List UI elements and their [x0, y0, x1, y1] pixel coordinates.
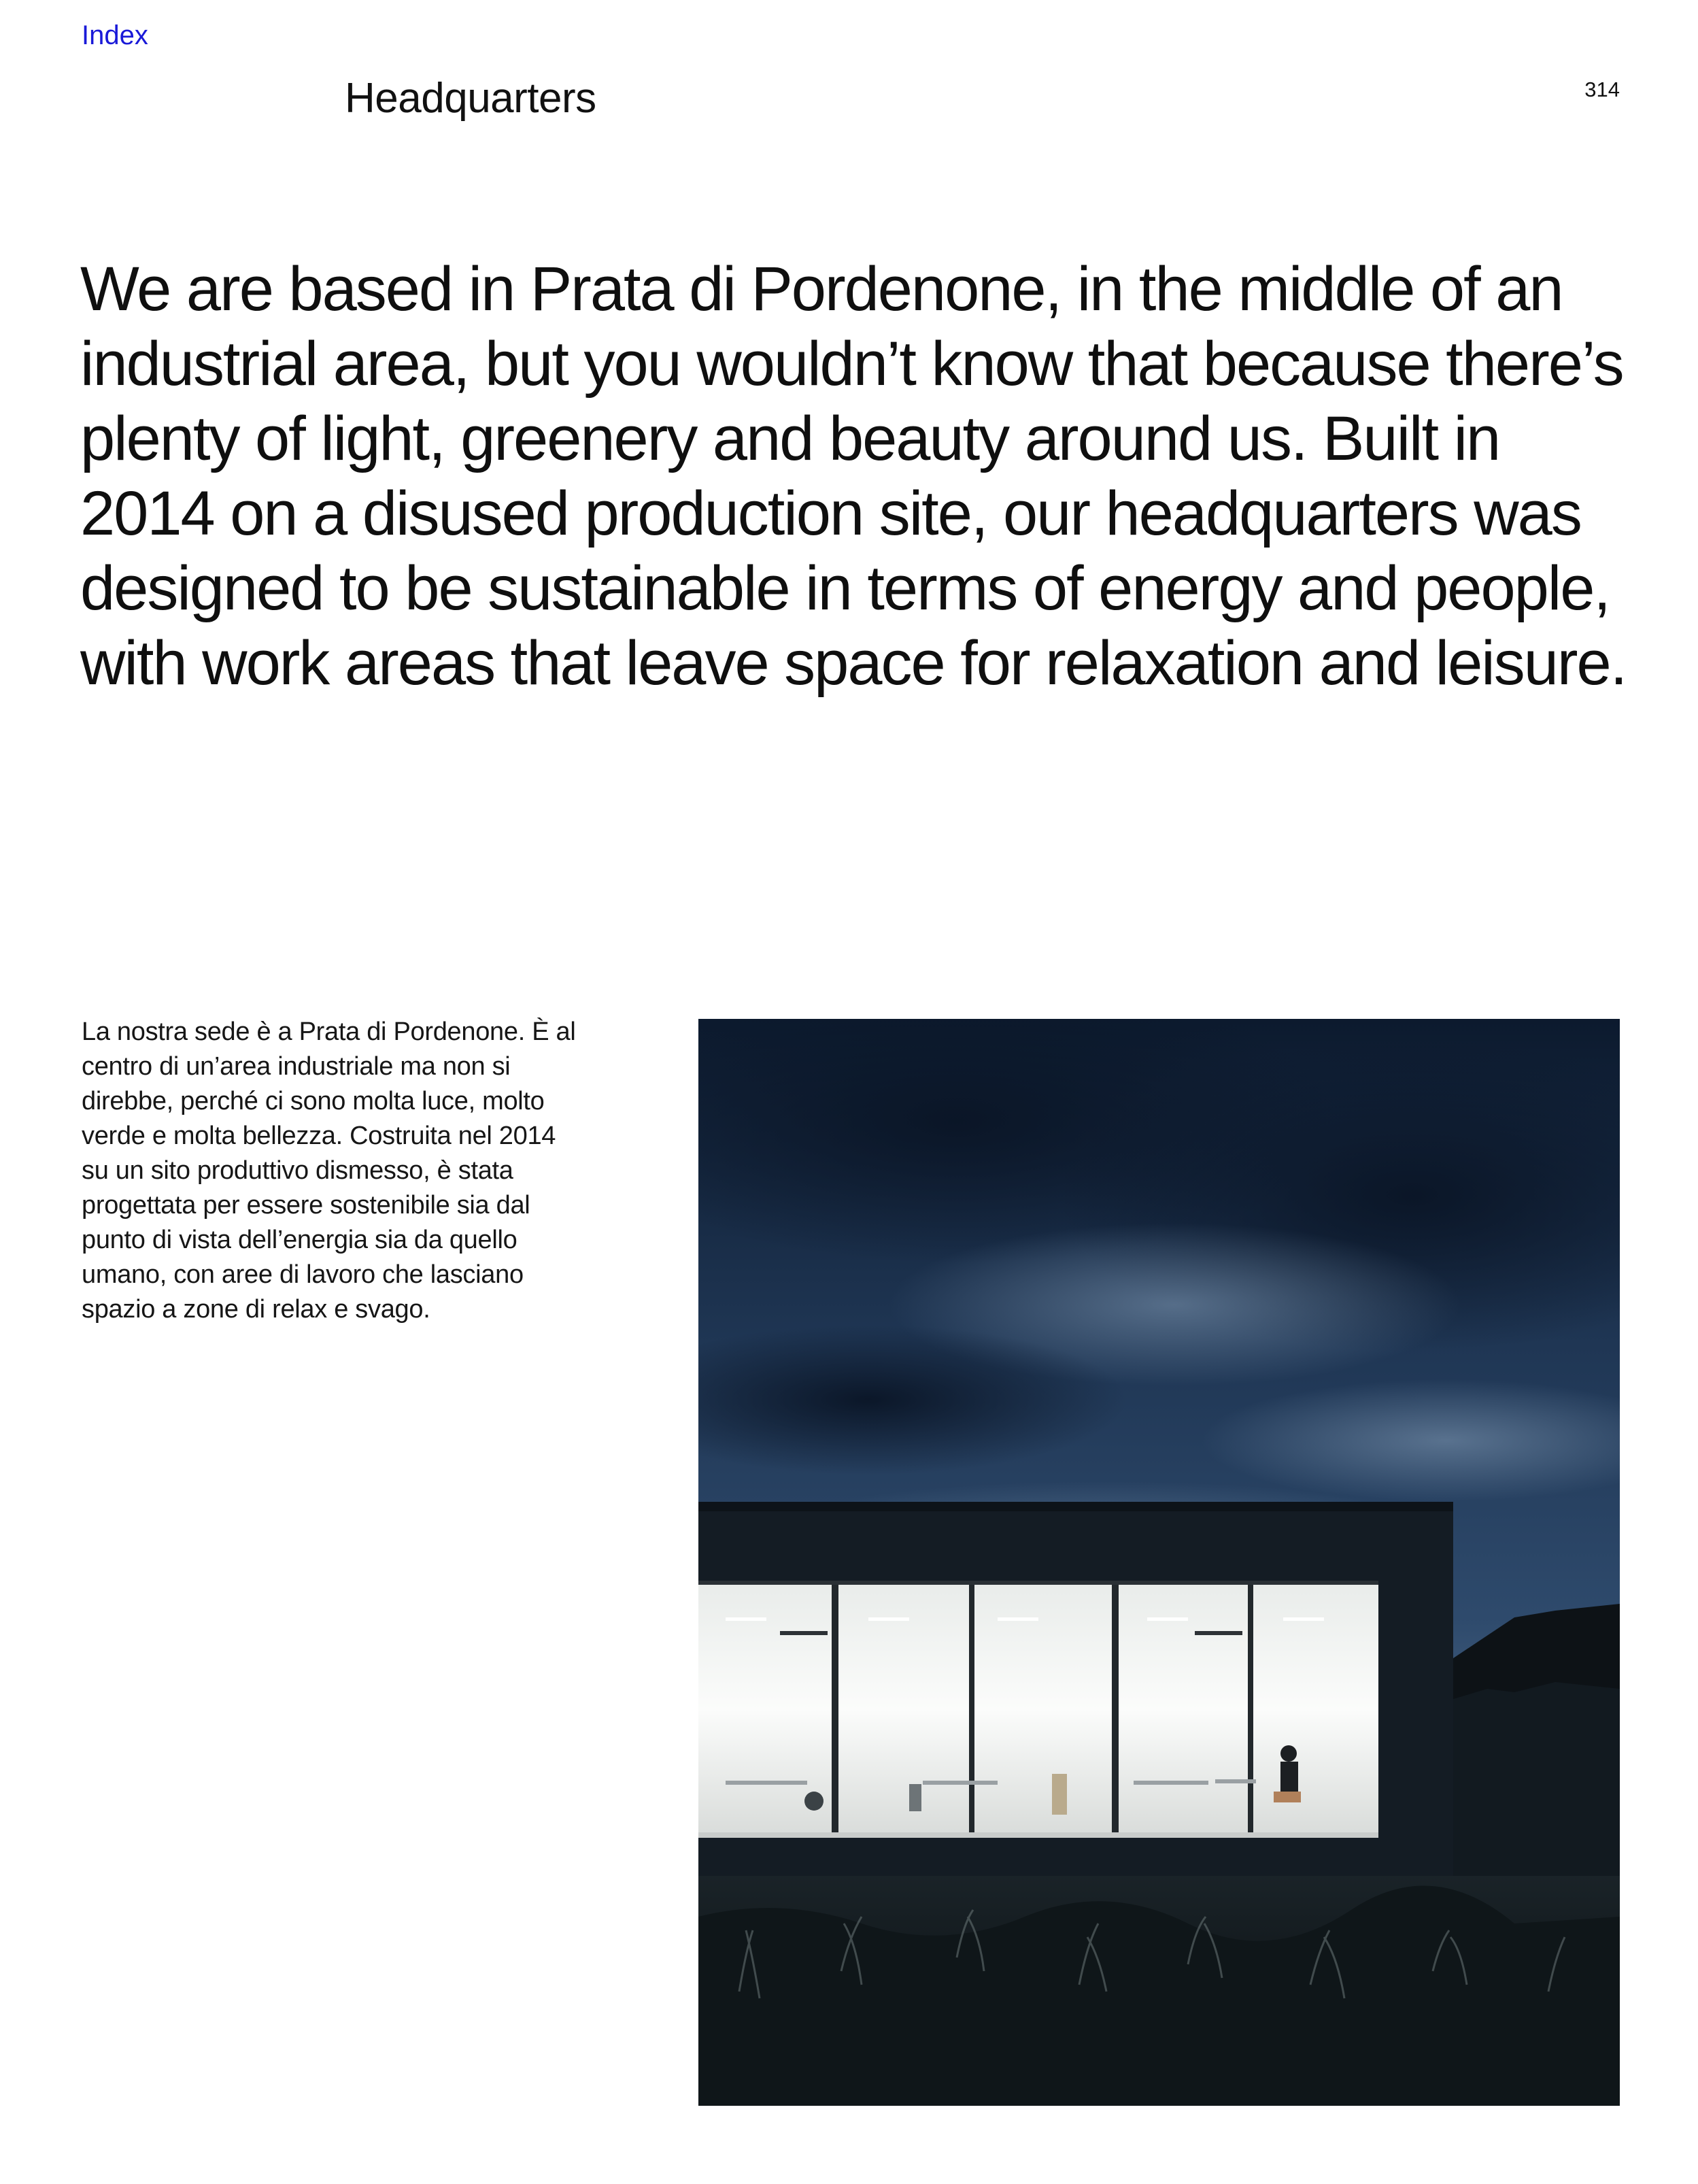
lead-paragraph: We are based in Prata di Pordenone, in the middle of an industrial area, but you wouldn’t know that because there’s plenty of light, greenery and beauty around us. Built in 2014 on a disused production site, our headquarters was designed to be sustainable in terms of energy and people, with work areas that leave space for relaxation and leisure. [80, 254, 1627, 698]
page-number: 314 [1584, 78, 1620, 101]
index-link[interactable]: Index [82, 20, 148, 50]
headquarters-photo [698, 1019, 1620, 2106]
page-title: Headquarters [345, 75, 596, 122]
italian-paragraph: La nostra sede è a Prata di Pordenone. È al centro di un’area industriale ma non si direbbe, perché ci sono molta luce, molto verde e molta bellezza. Costruita nel 2014 su un sito produttivo dismesso, è stata progettata per essere sostenibile sia dal punto di vista dell’energia sia da quello umano, con aree di lavoro che lasciano spazio a zone di relax e svago. [82, 1018, 576, 1324]
person [1280, 1745, 1297, 1762]
headquarters-illustration [698, 1019, 1620, 2106]
